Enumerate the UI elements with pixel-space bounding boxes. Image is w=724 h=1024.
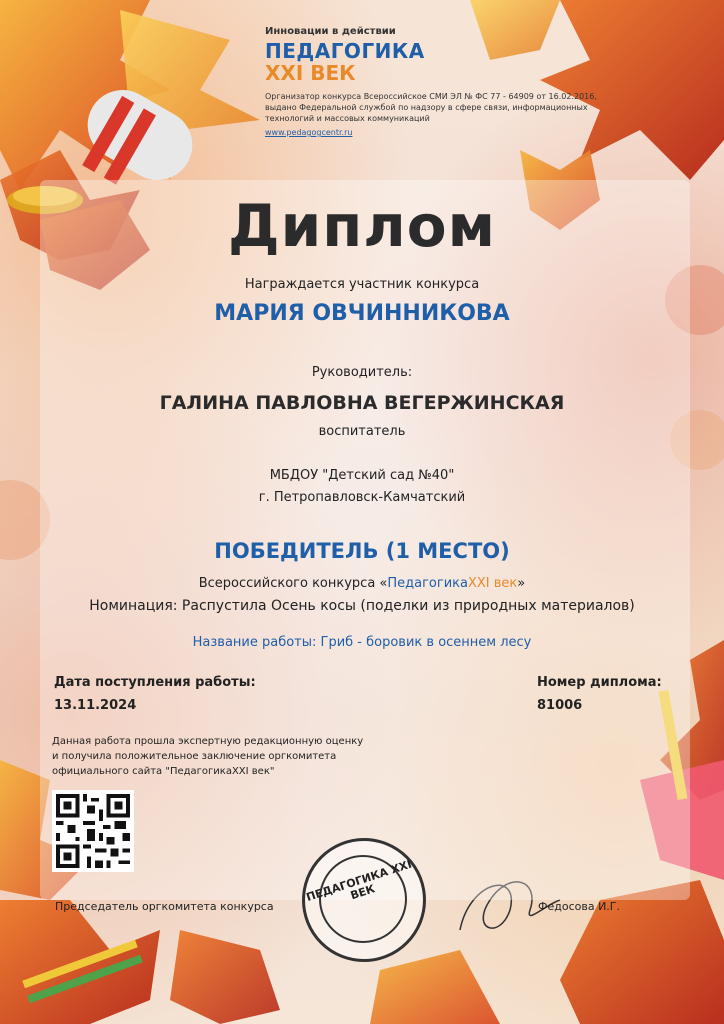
date-value: 13.11.2024 [54,698,137,713]
date-label: Дата поступления работы: [54,675,256,690]
supervisor-role: воспитатель [318,424,406,439]
city: г. Петропавловск-Камчатский [258,490,466,505]
logo-line-1: ПЕДАГОГИКА [265,39,425,63]
diploma-title: Диплом [227,192,497,260]
signer-name: Федосова И.Г. [538,900,621,913]
diploma-number-label: Номер диплома: [537,675,662,690]
contest-prefix: Всероссийского конкурса « [198,576,388,591]
awarded-text: Награждается участник конкурса [244,277,480,292]
contest-name-2: XXI век [467,576,518,591]
review-line-1: Данная работа прошла экспертную редакционную оценку [52,736,364,747]
diploma-number-value: 81006 [537,698,583,713]
contest-line [0,576,724,591]
work-title: Название работы: Гриб - боровик в осеннем лесу [192,635,532,650]
institution: МБДОУ "Детский сад №40" [269,468,455,483]
nomination: Номинация: Распустила Осень косы (поделки из природных материалов) [89,598,635,614]
contest-suffix: » [517,576,526,591]
tagline: Инновации в действии [265,26,396,37]
seal-text: ПЕДАГОГИКА XXI ВЕК [304,857,414,904]
review-line-3: официального сайта "ПедагогикаXXI век" [52,766,275,777]
chair-label: Председатель оргкомитета конкурса [55,900,274,913]
review-line-2: и получила положительное заключение оргкомитета [52,751,337,762]
seal-stamp [302,838,426,962]
website-link[interactable]: www.pedagogcentr.ru [265,128,353,137]
supervisor-label: Руководитель: [311,365,413,380]
supervisor-name: ГАЛИНА ПАВЛОВНА ВЕГЕРЖИНСКАЯ [159,392,565,414]
organizer-header [265,26,605,137]
participant-name: МАРИЯ ОВЧИННИКОВА [214,301,510,326]
place-award: ПОБЕДИТЕЛЬ (1 МЕСТО) [214,539,510,563]
logo-line-2: XXI ВЕК [265,61,356,85]
contest-name-1: Педагогика [387,576,468,591]
registration-text: Организатор конкурса Всероссийское СМИ ЭЛ № ФС 77 - 64909 от 16.02.2016, выдано Федеральной службой по надзору в сфере связи, информационных технологий и массовых коммуникаций [265,92,597,123]
qr-code-icon[interactable] [52,790,134,872]
